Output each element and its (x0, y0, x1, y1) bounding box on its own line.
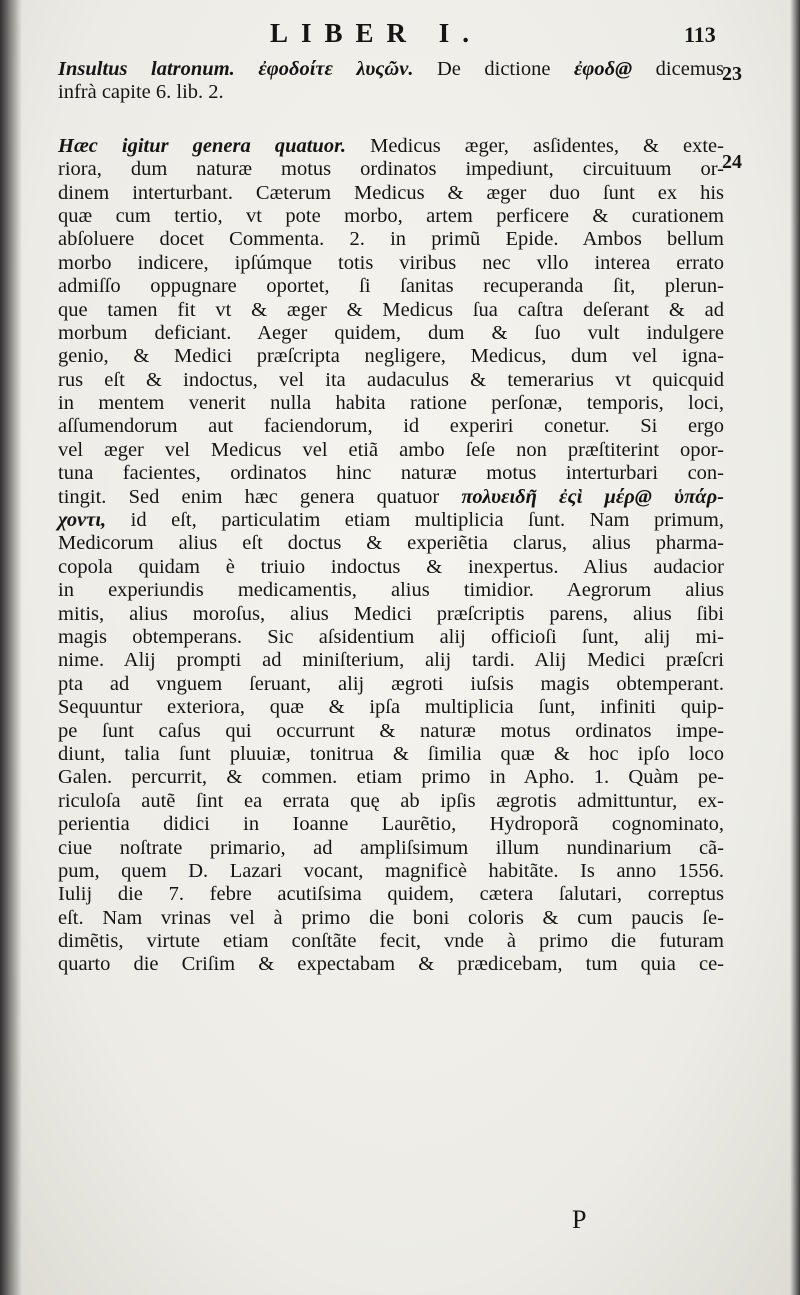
text-span: dicemus (655, 58, 724, 80)
greek-text: ἐφοδ@ (573, 58, 633, 80)
text-line: eſt. Nam vrinas vel à primo die boni coloris & cum paucis ſe- (58, 906, 724, 929)
text-line: riculoſa autẽ ſint ea errata quę ab ipſis ægrotis admittuntur, ex- (58, 789, 724, 812)
text-line: pum, quem D. Lazari vocant, magnificè habitãte. Is anno 1556. (58, 859, 724, 882)
text-line: Sequuntur exteriora, quæ & ipſa multiplicia ſunt, infiniti quip- (58, 696, 724, 719)
text-line: admiſſo oppugnare oportet, ſi ſanitas recuperanda ſit, plerun- (58, 275, 724, 298)
text-line: tuna facientes, ordinatos hinc naturæ motus interturbari con- (58, 462, 724, 485)
text-line: morbum deficiant. Aeger quidem, dum & ſuo vult indulgere (58, 321, 724, 344)
text-line (58, 135, 724, 158)
text-line: Galen. percurrit, & commen. etiam primo in Apho. 1. Quàm pe- (58, 766, 724, 789)
text-line: diunt, talia ſunt pluuiæ, tonitrua & ſimilia quæ & hoc ipſo loco (58, 742, 724, 765)
page-shadow-right (790, 0, 800, 1295)
text-line: dimẽtis, virtute etiam conſtãte fecit, vnde à primo die futuram (58, 930, 724, 953)
text-line: quæ cum tertio, vt pote morbo, artem perficere & curationem (58, 204, 724, 227)
running-title: LIBER I. (270, 18, 483, 48)
greek-text: πολυειδῆ ἐςὶ μέρ@ ὑπάρ- (461, 485, 725, 508)
lemma-italic: Hæc igitur genera quatuor. (58, 134, 347, 157)
text-line: nime. Alij prompti ad miniſterium, alij tardi. Alij Medici præſcri (58, 649, 724, 672)
text-line: infrà capite 6. lib. 2. (58, 81, 224, 104)
text-line: ciue noſtrate primario, ad ampliſsimum illum nundinarium cã- (58, 836, 724, 859)
text-line: in mentem venerit nulla habita ratione perſonæ, temporis, loci, (58, 392, 724, 415)
page-shadow-left (0, 0, 22, 1295)
text-line: abſoluere docet Commenta. 2. in primũ Epide. Ambos bellum (58, 228, 724, 251)
margin-number-24: 24 (722, 151, 742, 173)
text-line (58, 486, 724, 509)
greek-text: χοντι, (58, 509, 107, 532)
text-span: Medicus æger, asſidentes, & exte- (370, 134, 724, 157)
text-line: aſſumendorum aut faciendorum, id experiri conetur. Si ergo (58, 415, 724, 438)
lemma-italic: Insultus latronum. (58, 58, 235, 80)
text-line: magis obtemperans. Sic aſsidentium alij officioſi ſunt, alij mi- (58, 625, 724, 648)
text-line: pta ad vnguem ſeruant, alij ægroti iuſsis magis obtemperant. (58, 672, 724, 695)
text-line (58, 58, 724, 81)
text-line: morbo indicere, ipſúmque totis viribus nec vllo interea errato (58, 251, 724, 274)
text-span: tingit. Sed enim hæc genera quatuor (58, 485, 440, 508)
margin-number-23: 23 (722, 63, 742, 85)
text-line: vel æger vel Medicus vel etiã ambo ſeſe non præſtiterint opor- (58, 438, 724, 461)
text-line (58, 509, 724, 532)
page-header (0, 18, 800, 54)
text-line: que tamen fit vt & æger & Medicus ſua caſtra deſerant & ad (58, 298, 724, 321)
text-line: perientia didici in Ioanne Laurẽtio, Hydroporã cognominato, (58, 813, 724, 836)
text-line: Iulij die 7. febre acutiſsima quidem, cætera ſalutari, correptus (58, 883, 724, 906)
page-number: 113 (684, 22, 716, 47)
text-span: De dictione (436, 58, 551, 80)
text-line: rus eſt & indoctus, vel ita audaculus & temerarius vt quicquid (58, 368, 724, 391)
text-line: quarto die Criſim & expectabam & prædicebam, tum quia ce- (58, 953, 724, 976)
text-span: id eſt, particulatim etiam multiplicia ſunt. Nam primum, (130, 509, 724, 532)
text-line: genio, & Medici præſcripta negligere, Medicus, dum vel igna- (58, 345, 724, 368)
text-line: mitis, alius moroſus, alius Medici præſcriptis parens, alius ſibi (58, 602, 724, 625)
greek-text: ἐφοδοίτε λυςῶν. (258, 58, 414, 80)
signature-mark: P (572, 1205, 587, 1234)
text-line: pe ſunt caſus qui occurrunt & naturæ motus ordinatos impe- (58, 719, 724, 742)
text-line: Medicorum alius eſt doctus & experiẽtia clarus, alius pharma- (58, 532, 724, 555)
text-line: copola quidam è triuio indoctus & inexpertus. Alius audacior (58, 555, 724, 578)
text-line: in experiundis medicamentis, alius timidior. Aegrorum alius (58, 579, 724, 602)
text-line: dinem interturbant. Cæterum Medicus & æger duo ſunt ex his (58, 181, 724, 204)
text-line: riora, dum naturæ motus ordinatos impediunt, circuituum or- (58, 158, 724, 181)
body-text (58, 58, 724, 977)
